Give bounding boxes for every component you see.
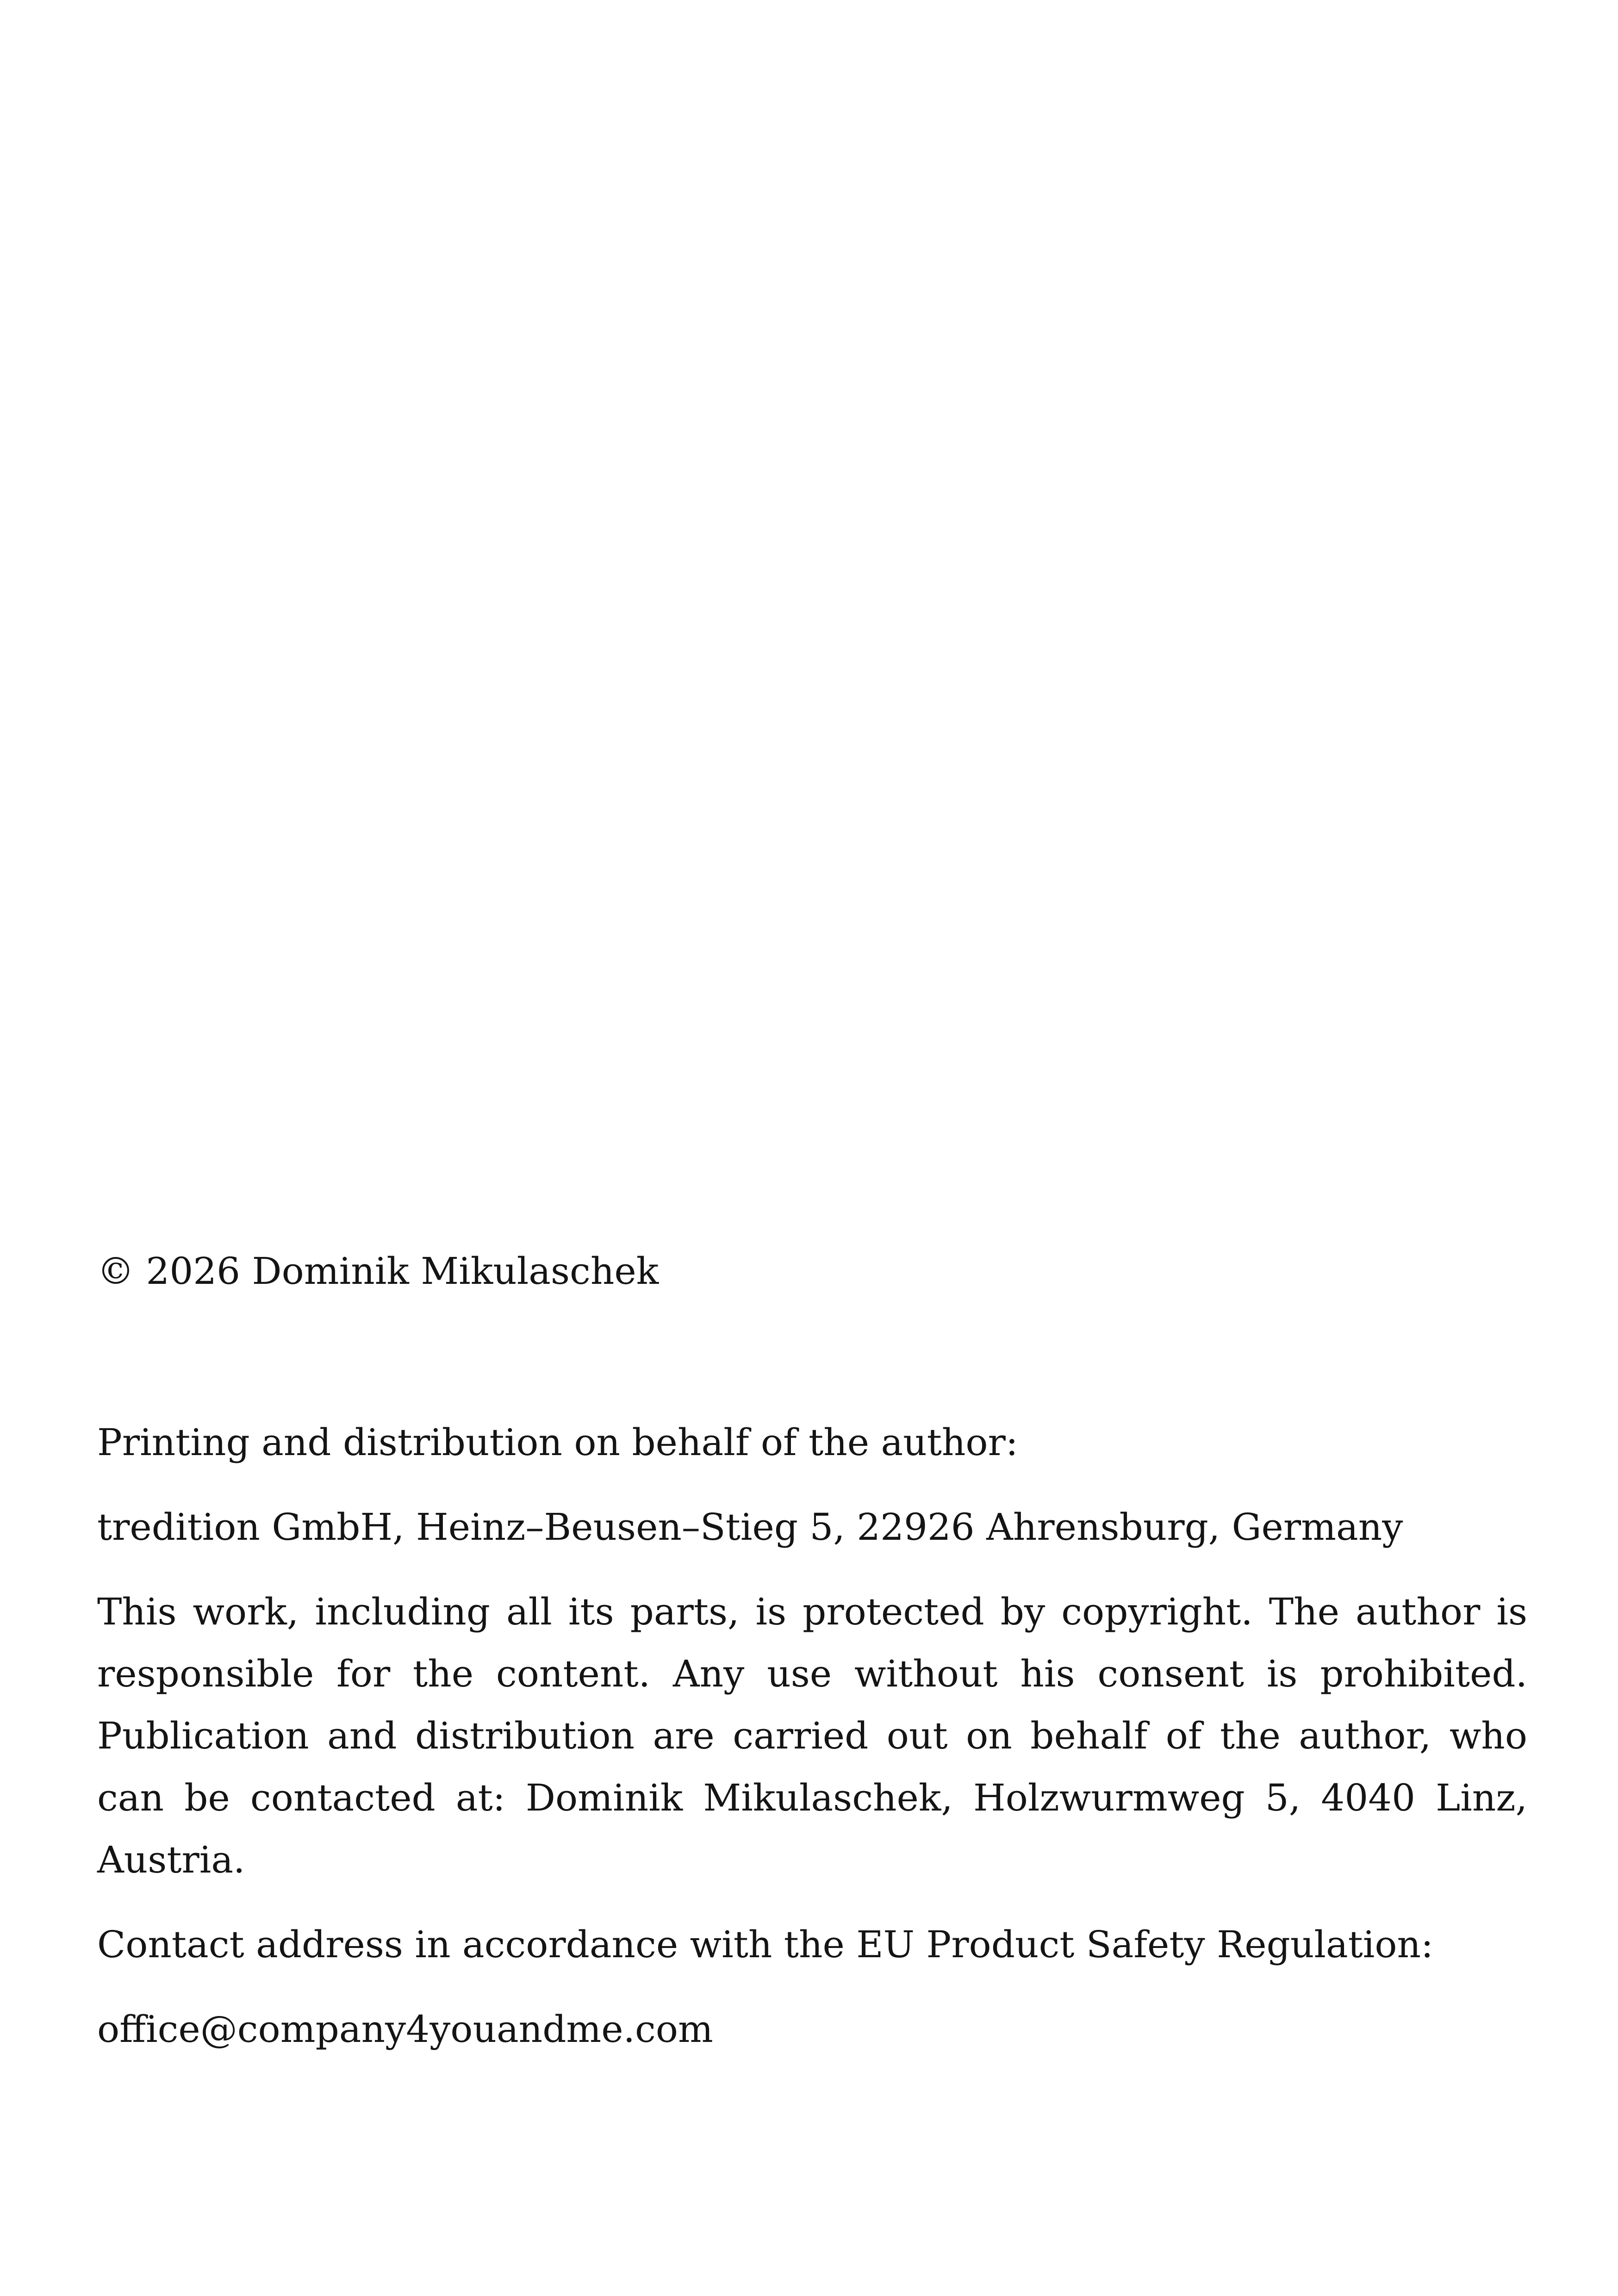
- copyright-notice: This work, including all its parts, is protected by copyright. The author is responsible for the content. Any use without his consent is prohibited. Publication and distribution are carried out on behalf of the author, who can be contacted at: Dominik Mikulaschek, Holzwurmweg 5, 4040 Linz, Austria.: [97, 1590, 1527, 1881]
- contact-email: office@company4youandme.com: [97, 2008, 713, 2051]
- printing-distribution-label: Printing and distribution on behalf of the author:: [97, 1421, 1018, 1464]
- imprint-section: [97, 1240, 1527, 2060]
- publisher-address: tredition GmbH, Heinz–Beusen–Stieg 5, 22926 Ahrensburg, Germany: [97, 1506, 1403, 1549]
- copyright-line: © 2026 Dominik Mikulaschek: [97, 1250, 659, 1293]
- eu-contact-label: Contact address in accordance with the EU Product Safety Regulation:: [97, 1923, 1434, 1966]
